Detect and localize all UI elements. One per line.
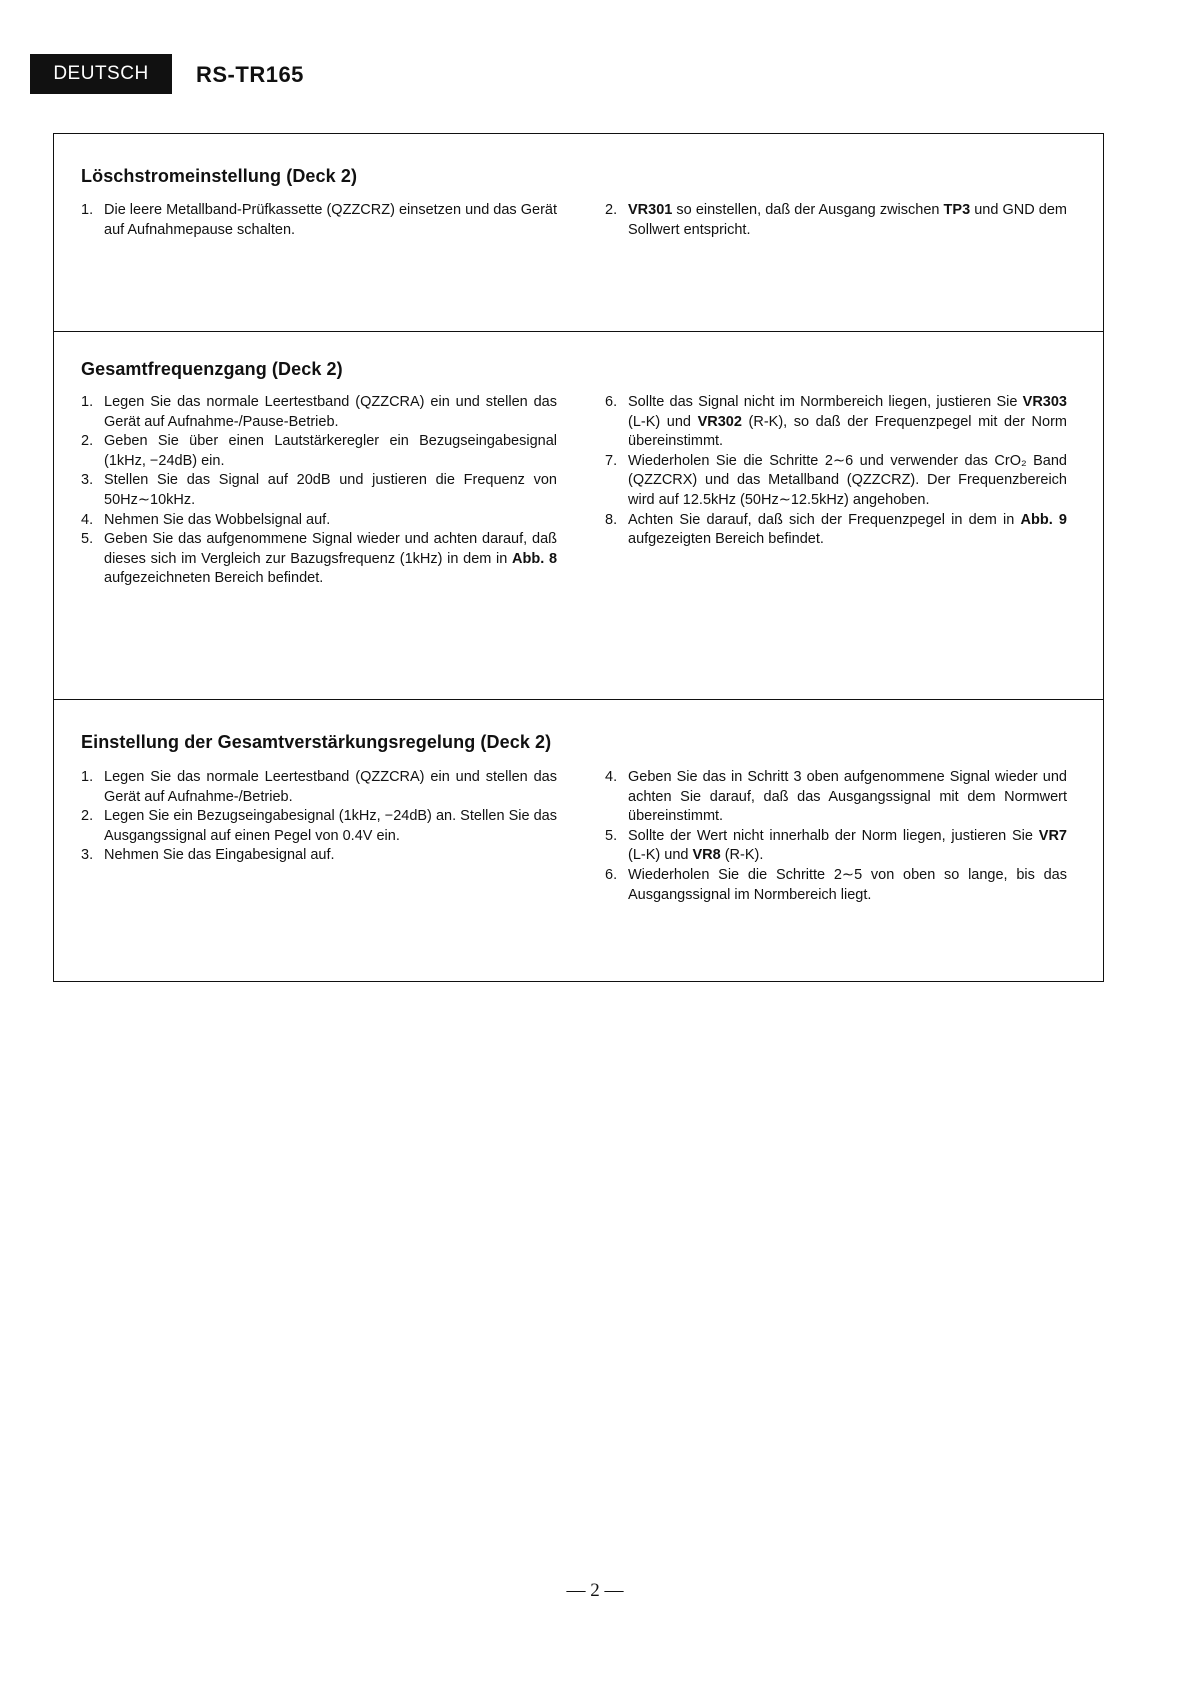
item-number: 4. [81,511,94,528]
item-text: VR301 so einstellen, daß der Ausgang zwischen TP3 und GND dem Sollwert entspricht. [628,202,1068,238]
right-column [605,393,1067,550]
item-text: Nehmen Sie das Wobbelsignal auf. [104,511,331,528]
list-item [605,511,1067,550]
section-gain-control [54,700,1103,981]
item-text: Geben Sie das in Schritt 3 oben aufgenommene Signal wieder und achten Sie darauf, daß das Ausgangssignal mit dem Normwert übereinstimmt. [628,769,1067,825]
item-number: 5. [81,531,94,548]
language-tab: DEUTSCH [30,54,172,94]
item-number: 3. [81,847,94,864]
item-number: 2. [81,433,94,450]
item-number: 2. [605,202,618,218]
model-number: RS-TR165 [196,62,304,87]
list-item [605,452,1067,511]
list-item [81,201,557,240]
item-text: Die leere Metallband-Prüfkassette (QZZCRZ) einsetzen und das Gerät auf Aufnahmepause schalten. [104,202,557,238]
bold-ref: Abb. 9 [1020,511,1067,528]
item-number: 6. [605,394,618,410]
list-item [81,511,557,531]
list-item [81,471,557,510]
item-text: Geben Sie das aufgenommene Signal wieder und achten darauf, daß dieses sich im Vergleich zur Bazugsfrequenz (1kHz) in dem in Abb. 8 aufgezeichneten Bereich befindet. [104,531,558,587]
list-item [81,393,557,432]
bold-ref: VR301 [628,202,673,218]
section-title: Gesamtfrequenzgang (Deck 2) [81,359,343,379]
left-column [81,393,557,589]
item-number: 5. [605,827,618,844]
section-frequency-response [54,332,1103,700]
item-text: Sollte der Wert nicht innerhalb der Norm liegen, justieren Sie VR7 (L-K) und VR8 (R-K). [628,827,1067,864]
right-column [605,768,1067,905]
bold-ref: VR7 [1038,827,1067,844]
item-number: 4. [605,769,618,785]
bold-ref: VR303 [1022,394,1067,410]
list-item [81,846,557,866]
item-text: Stellen Sie das Signal auf 20dB und justieren die Frequenz von 50Hz∼10kHz. [104,472,557,508]
list-item [605,827,1067,866]
list-item [605,768,1067,827]
list-item [81,807,557,846]
list-item [605,201,1067,240]
item-text: Geben Sie über einen Lautstärkeregler ein Bezugseingabesignal (1kHz, −24dB) ein. [104,433,557,469]
item-text: Legen Sie das normale Leertestband (QZZCRA) ein und stellen das Gerät auf Aufnahme-/Pause-Betrieb. [104,394,557,430]
item-number: 1. [81,202,94,218]
list-item [81,432,557,471]
list-item [605,866,1067,905]
item-text: Achten Sie darauf, daß sich der Frequenzpegel in dem in Abb. 9 aufgezeigten Bereich befindet. [628,511,1067,548]
item-number: 1. [81,769,94,785]
bold-ref: VR302 [697,413,742,430]
item-number: 2. [81,808,94,825]
item-number: 3. [81,472,94,489]
left-column [81,768,557,866]
right-column [605,201,1067,240]
item-text: Sollte das Signal nicht im Normbereich liegen, justieren Sie VR303 (L-K) und VR302 (R-K), so daß der Frequenzpegel mit der Norm übereinstimmt. [628,394,1067,450]
bold-ref: VR8 [692,847,721,864]
section-title: Löschstromeinstellung (Deck 2) [81,166,358,186]
item-number: 7. [605,452,618,469]
item-number: 1. [81,394,94,410]
list-item [605,393,1067,452]
item-number: 8. [605,511,618,528]
left-column [81,201,557,240]
content-frame [53,133,1104,982]
item-number: 6. [605,866,618,883]
section-erase-current [54,134,1103,332]
item-text: Wiederholen Sie die Schritte 2∼6 und verwender das CrO₂ Band (QZZCRX) und das Metallband (QZZCRZ). Der Frequenzbereich wird auf 12.5kHz (50Hz∼12.5kHz) angehoben. [628,452,1067,508]
section-title: Einstellung der Gesamtverstärkungsregelung (Deck 2) [81,732,552,752]
item-text: Legen Sie ein Bezugseingabesignal (1kHz, −24dB) an. Stellen Sie das Ausgangssignal auf einen Pegel von 0.4V ein. [104,808,557,844]
bold-ref: Abb. 8 [512,550,558,567]
list-item [81,530,557,589]
bold-ref: TP3 [943,202,971,218]
item-text: Nehmen Sie das Eingabesignal auf. [104,847,335,864]
item-text: Legen Sie das normale Leertestband (QZZCRA) ein und stellen das Gerät auf Aufnahme-/Betrieb. [104,769,557,805]
list-item [81,768,557,807]
item-text: Wiederholen Sie die Schritte 2∼5 von oben so lange, bis das Ausgangssignal im Normbereich liegt. [628,866,1067,903]
page-number: — 2 — [566,1580,624,1601]
